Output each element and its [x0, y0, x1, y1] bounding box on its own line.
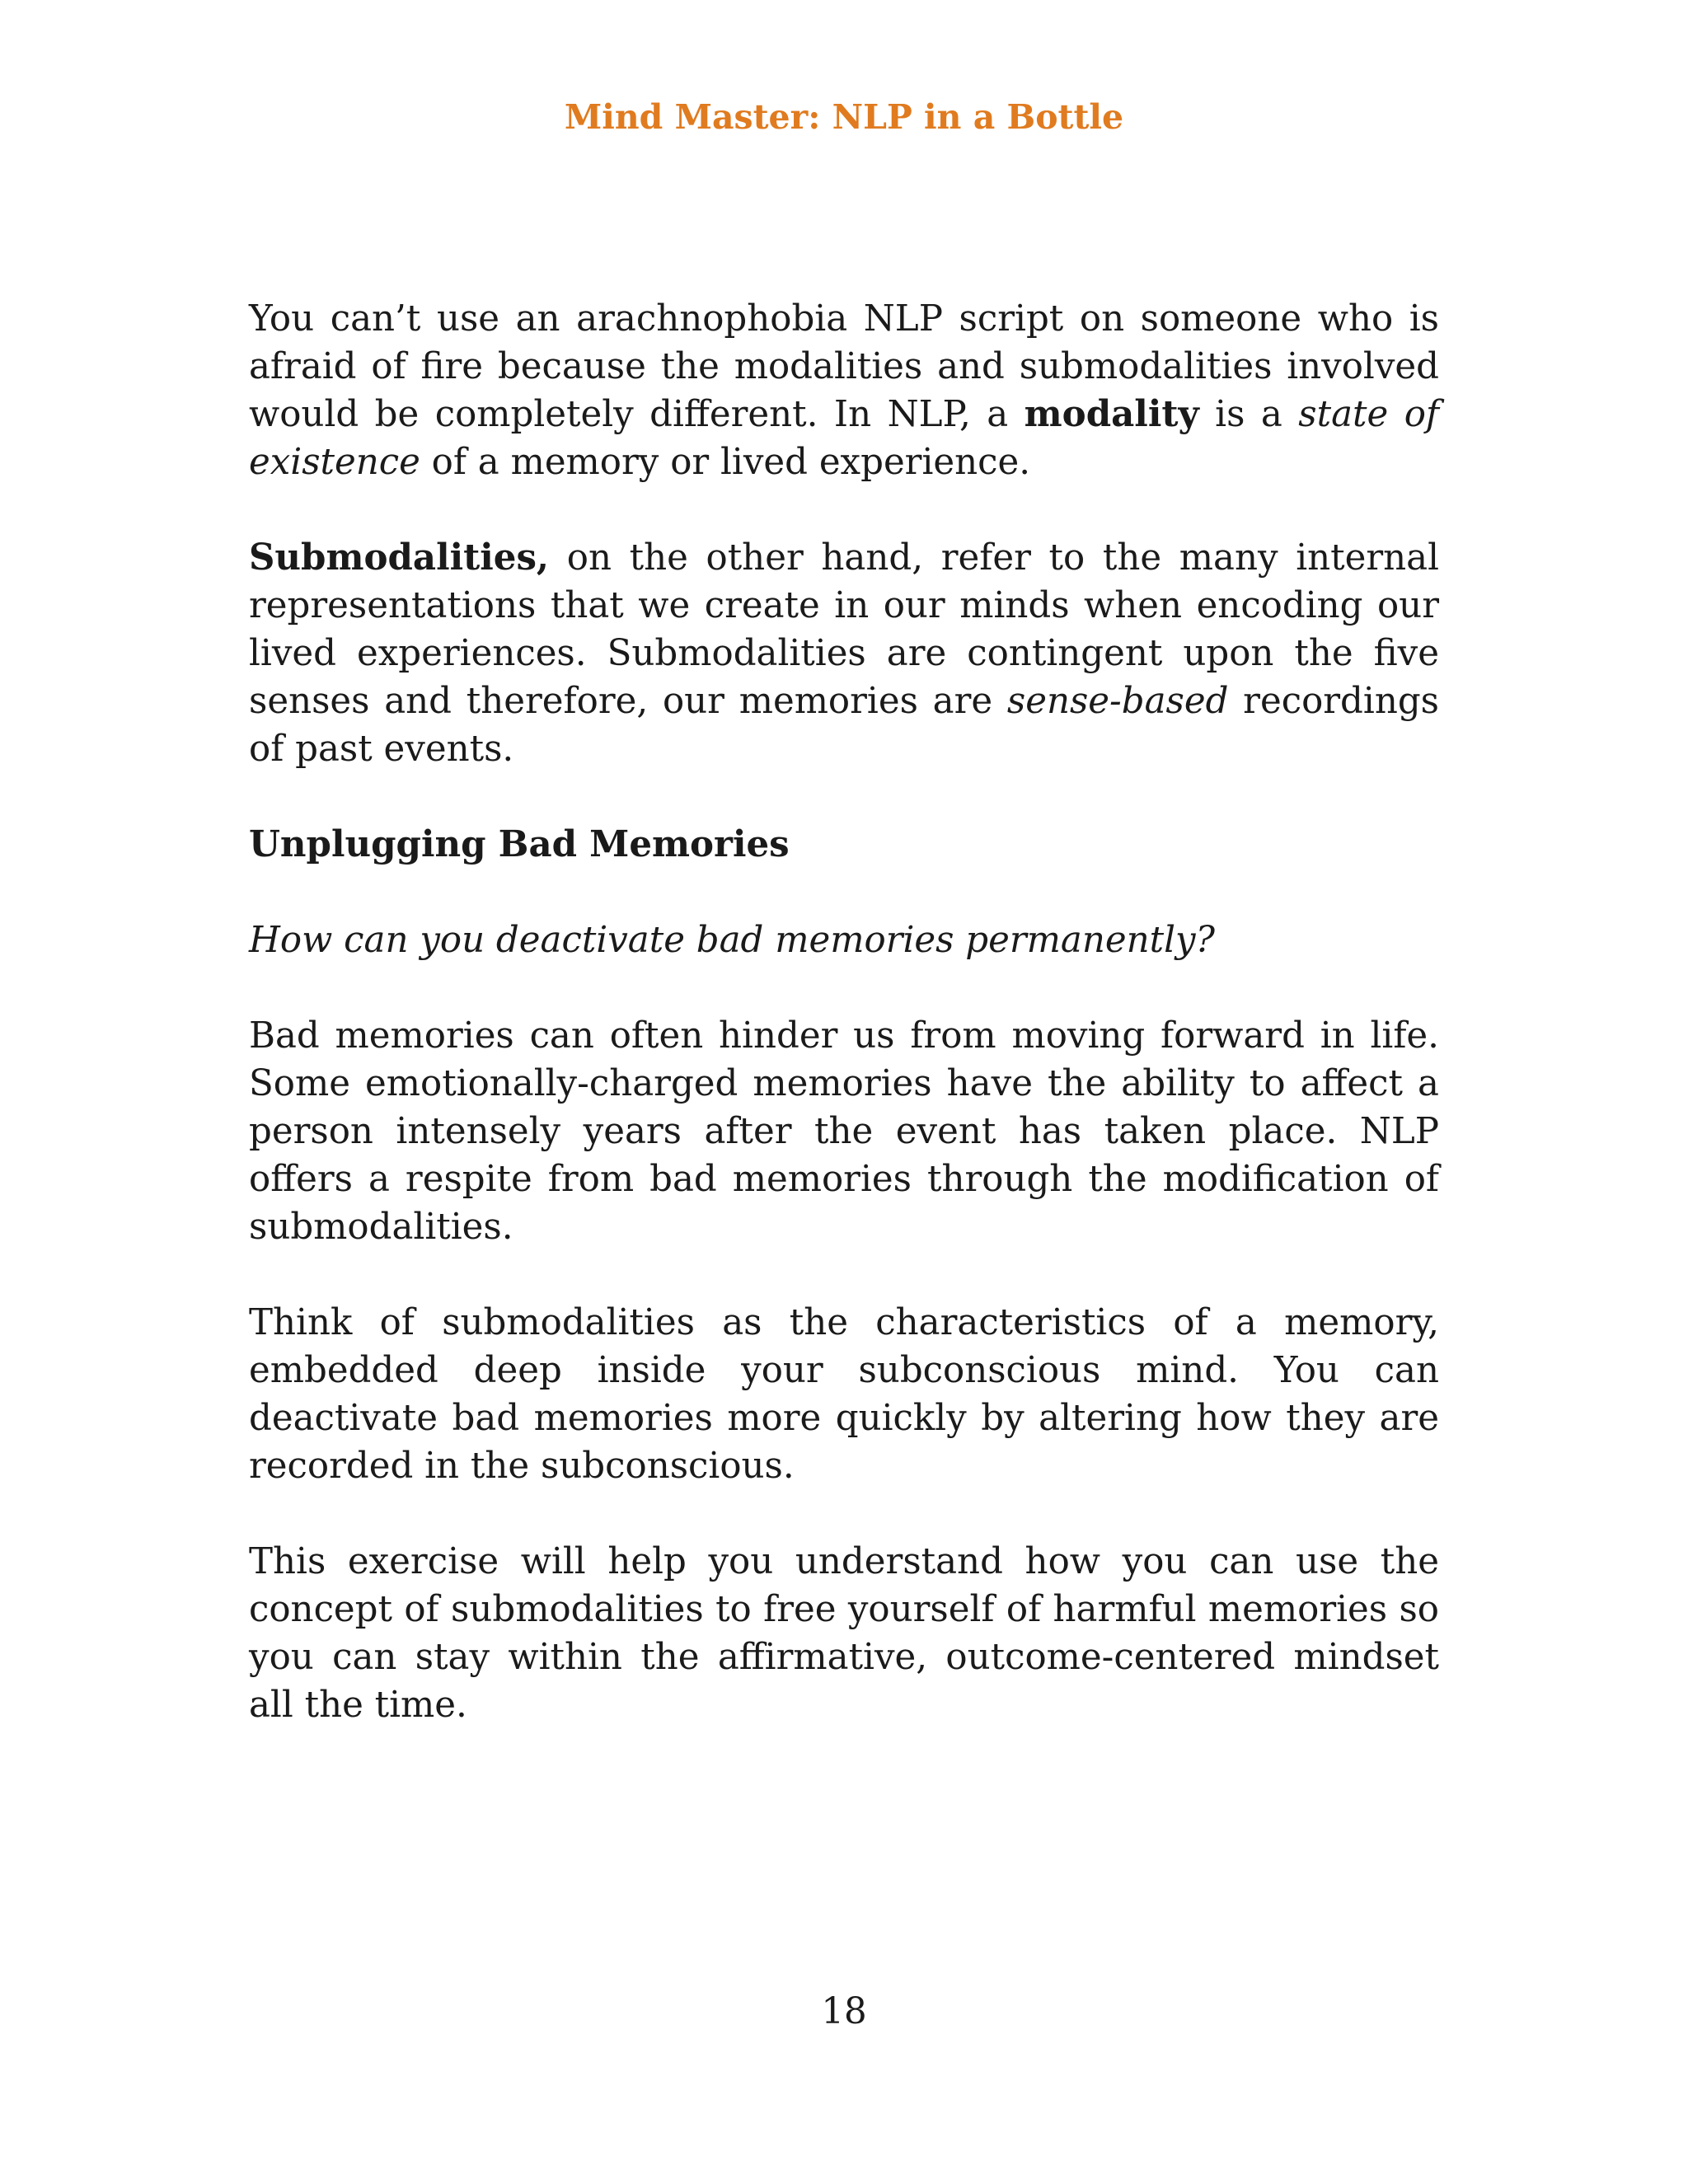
section-heading: Unplugging Bad Memories — [249, 823, 790, 865]
body-text — [249, 295, 1439, 1777]
paragraph-modality-text-a: You can’t use an arachnophobia NLP script on someone who is afraid of fire because the modalities and submodalities involved would be completely different. In NLP, a — [249, 298, 1439, 435]
paragraph-modality-text-c: of a memory or lived experience. — [420, 442, 1031, 483]
paragraph-submodalities-text-b: recordings of past events. — [249, 681, 1439, 770]
paragraph-submodalities — [249, 534, 1439, 773]
paragraph-modality-text-b: is a — [1198, 394, 1299, 435]
section-question: How can you deactivate bad memories permanently? — [249, 920, 1215, 961]
term-submodalities: Submodalities, — [249, 537, 550, 579]
paragraph-submodalities-text-a: on the other hand, refer to the many internal representations that we create in our minds when encoding our lived experiences. Submodalities are contingent upon the five senses and therefore, our memories are — [249, 537, 1439, 722]
paragraph-modality — [249, 295, 1439, 486]
paragraph-exercise: This exercise will help you understand how you can use the concept of submodalities to free yourself of harmful memories so you can stay within the affirmative, outcome-centered mindset all the time. — [249, 1541, 1439, 1726]
running-title: Mind Master: NLP in a Bottle — [564, 97, 1124, 137]
term-modality: modality — [1024, 393, 1199, 435]
paragraph-bad-memories: Bad memories can often hinder us from moving forward in life. Some emotionally-charged memories have the ability to affect a person intensely years after the event has taken place. NLP offers a respite from bad memories through the modification of submodalities. — [249, 1015, 1439, 1248]
emphasis-sense-based: sense-based — [1006, 681, 1229, 722]
page-number: 18 — [821, 1991, 867, 2032]
emphasis-state-of-existence: state of existence — [249, 394, 1439, 483]
paragraph-characteristics: Think of submodalities as the characteristics of a memory, embedded deep inside your subconscious mind. You can deactivate bad memories more quickly by altering how they are recorded in the subconscious. — [249, 1302, 1439, 1487]
